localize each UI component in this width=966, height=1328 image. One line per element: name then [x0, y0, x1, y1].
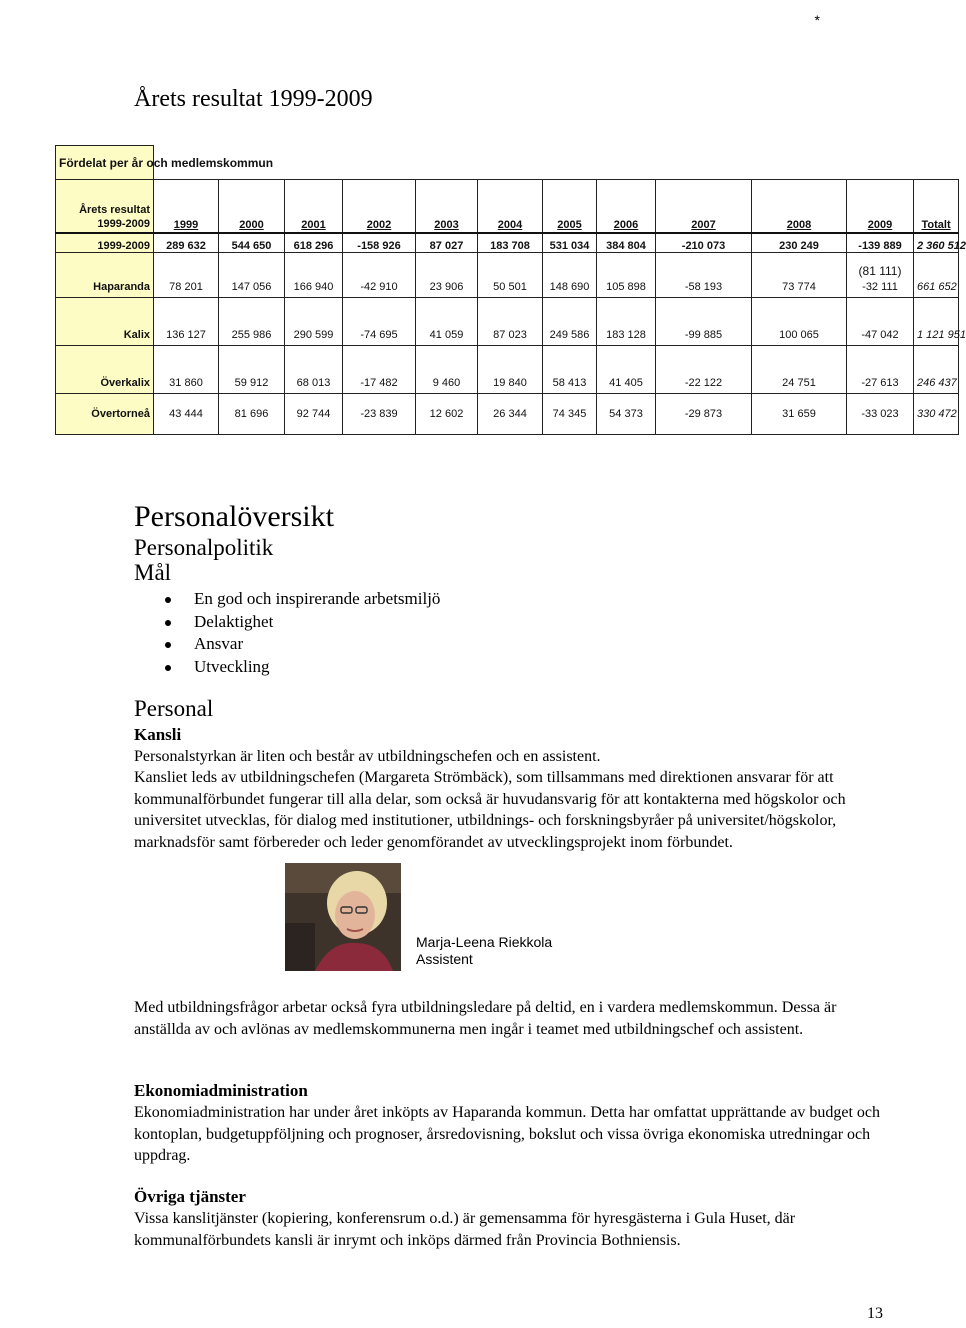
table-cell: 230 249 [752, 233, 847, 253]
row-label: Kalix [56, 298, 154, 346]
table-cell: -22 122 [656, 346, 752, 394]
table-cell: 249 586 [543, 298, 597, 346]
table-cell: 74 345 [543, 394, 597, 435]
table-cell: -29 873 [656, 394, 752, 435]
table-cell: 148 690 [543, 253, 597, 298]
heading: Kansli [134, 725, 182, 744]
table-cell: 58 413 [543, 346, 597, 394]
table-row [56, 298, 959, 346]
table-cell: 78 201 [154, 253, 219, 298]
year-header: 1999 [154, 180, 219, 234]
table-cell: 59 912 [219, 346, 285, 394]
photo-caption [416, 934, 552, 968]
table-cell: 50 501 [478, 253, 543, 298]
list-item: Ansvar [160, 633, 440, 656]
paragraph: Med utbildningsfrågor arbetar också fyra utbildningsledare på deltid, en i vardera medlemskommun. Dessa är anställda av och avlönas av medlemskommunerna men ingår i teamet med utbildningschef och assistent. [134, 999, 837, 1038]
table-cell: -210 073 [656, 233, 752, 253]
table-cell: 43 444 [154, 394, 219, 435]
table-cell: -17 482 [343, 346, 416, 394]
table-cell [847, 253, 914, 298]
list-item: Delaktighet [160, 611, 440, 634]
table-row [56, 394, 959, 435]
row-label: Haparanda [56, 253, 154, 298]
table-cell: 183 128 [597, 298, 656, 346]
year-header: 2005 [543, 180, 597, 234]
table-cell-total: 661 652 [914, 253, 959, 298]
table-cell: 289 632 [154, 233, 219, 253]
table-cell: 166 940 [285, 253, 343, 298]
goals-list [160, 588, 440, 678]
table-cell: 12 602 [416, 394, 478, 435]
year-header: 2004 [478, 180, 543, 234]
table-row [56, 346, 959, 394]
row-label: Överkalix [56, 346, 154, 394]
table-cell: 9 460 [416, 346, 478, 394]
list-item: En god och inspirerande arbetsmiljö [160, 588, 440, 611]
caption-name: Marja-Leena Riekkola [416, 934, 553, 950]
section-title: Personalöversikt [134, 500, 334, 533]
table-cell: -33 023 [847, 394, 914, 435]
subsection-title: Personalpolitik [134, 535, 274, 560]
table-cell: 384 804 [597, 233, 656, 253]
table-cell: 73 774 [752, 253, 847, 298]
table-cell: 92 744 [285, 394, 343, 435]
paren-value: (81 111) [858, 264, 902, 278]
table-cell: 136 127 [154, 298, 219, 346]
table-cell: 68 013 [285, 346, 343, 394]
year-header: 2009 [847, 180, 914, 234]
table-cell: 54 373 [597, 394, 656, 435]
table-caption-row [56, 146, 959, 180]
year-header: 2000 [219, 180, 285, 234]
cell-value: -32 111 [862, 281, 898, 293]
table-cell: 24 751 [752, 346, 847, 394]
paragraph: Ekonomiadministration har under året inköpts av Haparanda kommun. Detta har omfattat upprättande av budget och kontoplan, budgetuppföljning och prognoser, årsredovisning, bokslut och vissa övriga ekonomiska utredningar och uppdrag. [134, 1104, 880, 1164]
table-caption: Fördelat per år och medlemskommun [56, 146, 154, 180]
staff-photo [285, 863, 401, 971]
results-table [55, 145, 966, 435]
heading: Övriga tjänster [134, 1187, 246, 1206]
row-label: Övertorneå [56, 394, 154, 435]
year-header: 2002 [343, 180, 416, 234]
year-header: 2003 [416, 180, 478, 234]
table-cell: 290 599 [285, 298, 343, 346]
list-item: Utveckling [160, 656, 440, 679]
subsection-title: Mål [134, 560, 172, 585]
table-cell: -27 613 [847, 346, 914, 394]
table-cell: -74 695 [343, 298, 416, 346]
table-cell: 81 696 [219, 394, 285, 435]
table-cell: 26 344 [478, 394, 543, 435]
table-cell: -139 889 [847, 233, 914, 253]
table-cell: -158 926 [343, 233, 416, 253]
table-cell-total: 2 360 512 [914, 233, 959, 253]
table-cell: 147 056 [219, 253, 285, 298]
results-title: Årets resultat 1999-2009 [134, 86, 373, 112]
table-cell: -58 193 [656, 253, 752, 298]
table-cell: 31 659 [752, 394, 847, 435]
table-cell: 87 023 [478, 298, 543, 346]
table-cell: 531 034 [543, 233, 597, 253]
table-cell-total: 1 121 951 [914, 298, 959, 346]
caption-role: Assistent [416, 951, 473, 967]
year-header-total: Totalt [914, 180, 959, 234]
star-mark: * [814, 12, 820, 28]
paragraph: Personalstyrkan är liten och består av utbildningschefen och en assistent. [134, 748, 601, 765]
table-cell: -47 042 [847, 298, 914, 346]
table-cell: -23 839 [343, 394, 416, 435]
year-header: 2008 [752, 180, 847, 234]
table-cell-total: 246 437 [914, 346, 959, 394]
table-cell: 23 906 [416, 253, 478, 298]
table-cell: 41 405 [597, 346, 656, 394]
table-row [56, 253, 959, 298]
table-cell: 41 059 [416, 298, 478, 346]
heading: Ekonomiadministration [134, 1081, 308, 1100]
table-cell: -42 910 [343, 253, 416, 298]
totals-row-label: 1999-2009 [56, 233, 154, 253]
table-cell: 19 840 [478, 346, 543, 394]
year-header-row [56, 180, 959, 234]
year-header: 2006 [597, 180, 656, 234]
page-number: 13 [867, 1305, 883, 1322]
totals-row [56, 233, 959, 253]
paragraph: Kansliet leds av utbildningschefen (Margareta Strömbäck), som tillsammans med direktionen ansvarar för att kommunalförbundet fungerar till alla delar, som också är huvudansvarig för att kontakterna med högskolor och universitet utvecklas, för dialog med institutioner, utbildnings- och forskningsbyråer på universitet/högskolor, marknadsför samt förbereder och leder genomförandet av utvecklingsprojekt inom förbundet. [134, 769, 846, 851]
row-header-label: Årets resultat 1999-2009 [56, 180, 154, 234]
table-cell: 31 860 [154, 346, 219, 394]
table-cell: 105 898 [597, 253, 656, 298]
table-cell: 544 650 [219, 233, 285, 253]
table-cell-total: 330 472 [914, 394, 959, 435]
table-cell: 255 986 [219, 298, 285, 346]
paragraph: Vissa kanslitjänster (kopiering, konferensrum o.d.) är gemensamma för hyresgästerna i Gula Huset, där kommunalförbundets kansli är inrymt och inköps därmed från Provincia Bothniensis. [134, 1210, 796, 1249]
year-header: 2001 [285, 180, 343, 234]
subsection-title: Personal [134, 696, 214, 721]
year-header: 2007 [656, 180, 752, 234]
table-cell: 618 296 [285, 233, 343, 253]
table-cell: -99 885 [656, 298, 752, 346]
table-cell: 100 065 [752, 298, 847, 346]
table-cell: 87 027 [416, 233, 478, 253]
table-cell: 183 708 [478, 233, 543, 253]
